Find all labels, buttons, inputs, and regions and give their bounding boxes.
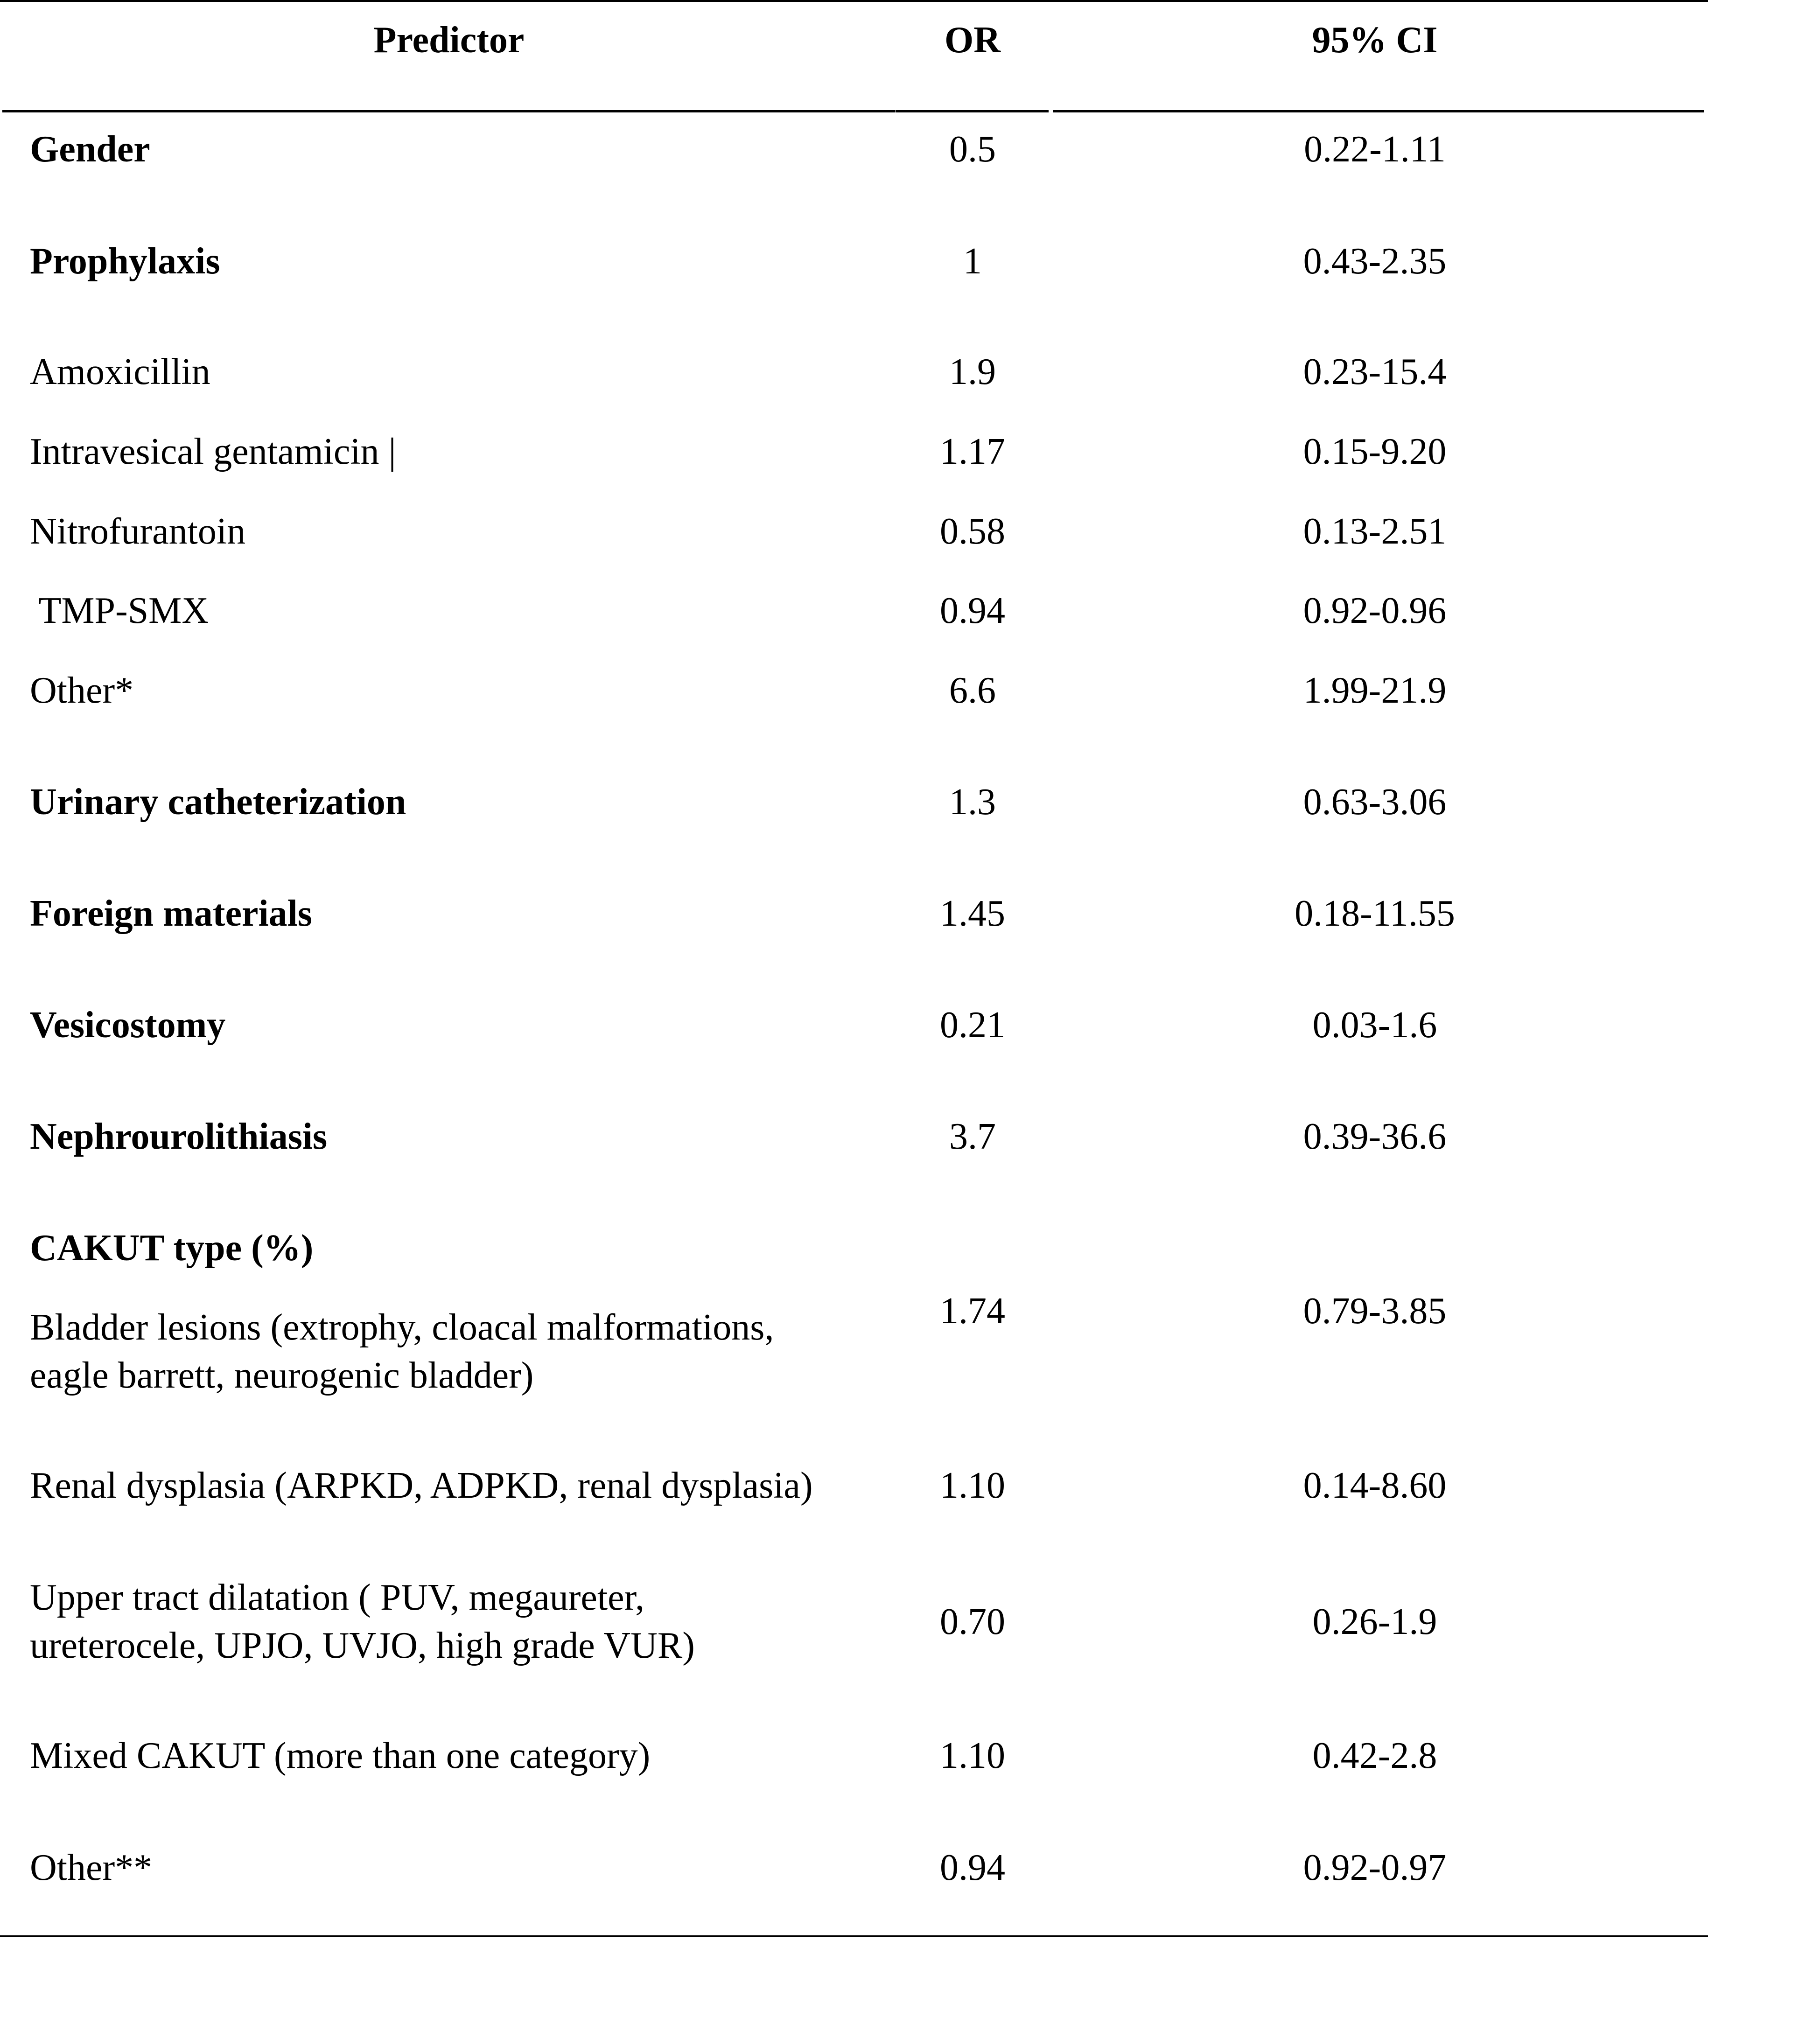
header-rule-ci <box>1053 110 1704 112</box>
row-or: 1.17 <box>940 431 1005 472</box>
row-or: 1 <box>963 241 982 282</box>
row-predictor: Mixed CAKUT (more than one category) <box>30 1735 651 1776</box>
row-ci: 1.99-21.9 <box>1303 670 1447 711</box>
bottom-rule <box>0 1935 1708 1937</box>
row-predictor: Amoxicillin <box>30 351 210 392</box>
header-rule-or <box>896 110 1049 112</box>
row-predictor: TMP-SMX <box>30 590 209 631</box>
row-ci: 0.13-2.51 <box>1303 511 1447 552</box>
row-or: 0.70 <box>940 1601 1005 1642</box>
row-or: 0.94 <box>940 1847 1005 1888</box>
row-predictor: Prophylaxis <box>30 241 220 282</box>
row-predictor: Renal dysplasia (ARPKD, ADPKD, renal dysplasia) <box>30 1465 813 1506</box>
row-predictor-line2: eagle barrett, neurogenic bladder) <box>30 1355 534 1396</box>
row-or: 0.94 <box>940 590 1005 631</box>
row-ci: 0.23-15.4 <box>1303 351 1447 392</box>
header-rule-predictor <box>2 110 896 112</box>
header-predictor: Predictor <box>373 20 525 61</box>
section-heading-cakut: CAKUT type (%) <box>30 1228 314 1269</box>
row-or: 1.3 <box>949 782 996 823</box>
row-ci: 0.15-9.20 <box>1303 431 1447 472</box>
header-or: OR <box>945 20 1001 61</box>
row-or: 0.21 <box>940 1005 1005 1046</box>
row-predictor: Other** <box>30 1847 153 1888</box>
row-or: 1.74 <box>940 1291 1005 1332</box>
row-predictor: Intravesical gentamicin | <box>30 431 396 472</box>
row-predictor: Urinary catheterization <box>30 782 406 823</box>
row-predictor: Vesicostomy <box>30 1005 226 1046</box>
row-ci: 0.63-3.06 <box>1303 782 1447 823</box>
row-ci: 0.43-2.35 <box>1303 241 1447 282</box>
row-or: 1.45 <box>940 893 1005 934</box>
row-or: 0.5 <box>949 129 996 170</box>
row-or: 0.58 <box>940 511 1005 552</box>
row-or: 3.7 <box>949 1116 996 1157</box>
row-ci: 0.39-36.6 <box>1303 1116 1447 1157</box>
row-ci: 0.42-2.8 <box>1312 1735 1437 1776</box>
header-ci: 95% CI <box>1312 20 1438 61</box>
row-predictor: Bladder lesions (extrophy, cloacal malformations, <box>30 1307 774 1348</box>
row-predictor: Nephrourolithiasis <box>30 1116 328 1157</box>
row-ci: 0.92-0.96 <box>1303 590 1447 631</box>
top-rule <box>0 0 1708 2</box>
row-predictor: Other* <box>30 670 134 711</box>
row-or: 1.9 <box>949 351 996 392</box>
row-or: 1.10 <box>940 1735 1005 1776</box>
row-ci: 0.92-0.97 <box>1303 1847 1447 1888</box>
row-or: 6.6 <box>949 670 996 711</box>
row-predictor: Gender <box>30 129 150 170</box>
row-ci: 0.79-3.85 <box>1303 1291 1447 1332</box>
row-ci: 0.14-8.60 <box>1303 1465 1447 1506</box>
row-or: 1.10 <box>940 1465 1005 1506</box>
row-predictor: Foreign materials <box>30 893 313 934</box>
row-ci: 0.03-1.6 <box>1312 1005 1437 1046</box>
row-ci: 0.26-1.9 <box>1312 1601 1437 1642</box>
row-ci: 0.18-11.55 <box>1295 893 1455 934</box>
row-predictor: Upper tract dilatation ( PUV, megaureter, <box>30 1577 645 1618</box>
row-predictor: Nitrofurantoin <box>30 511 246 552</box>
row-ci: 0.22-1.11 <box>1304 129 1446 170</box>
row-predictor-line2: ureterocele, UPJO, UVJO, high grade VUR) <box>30 1625 695 1666</box>
